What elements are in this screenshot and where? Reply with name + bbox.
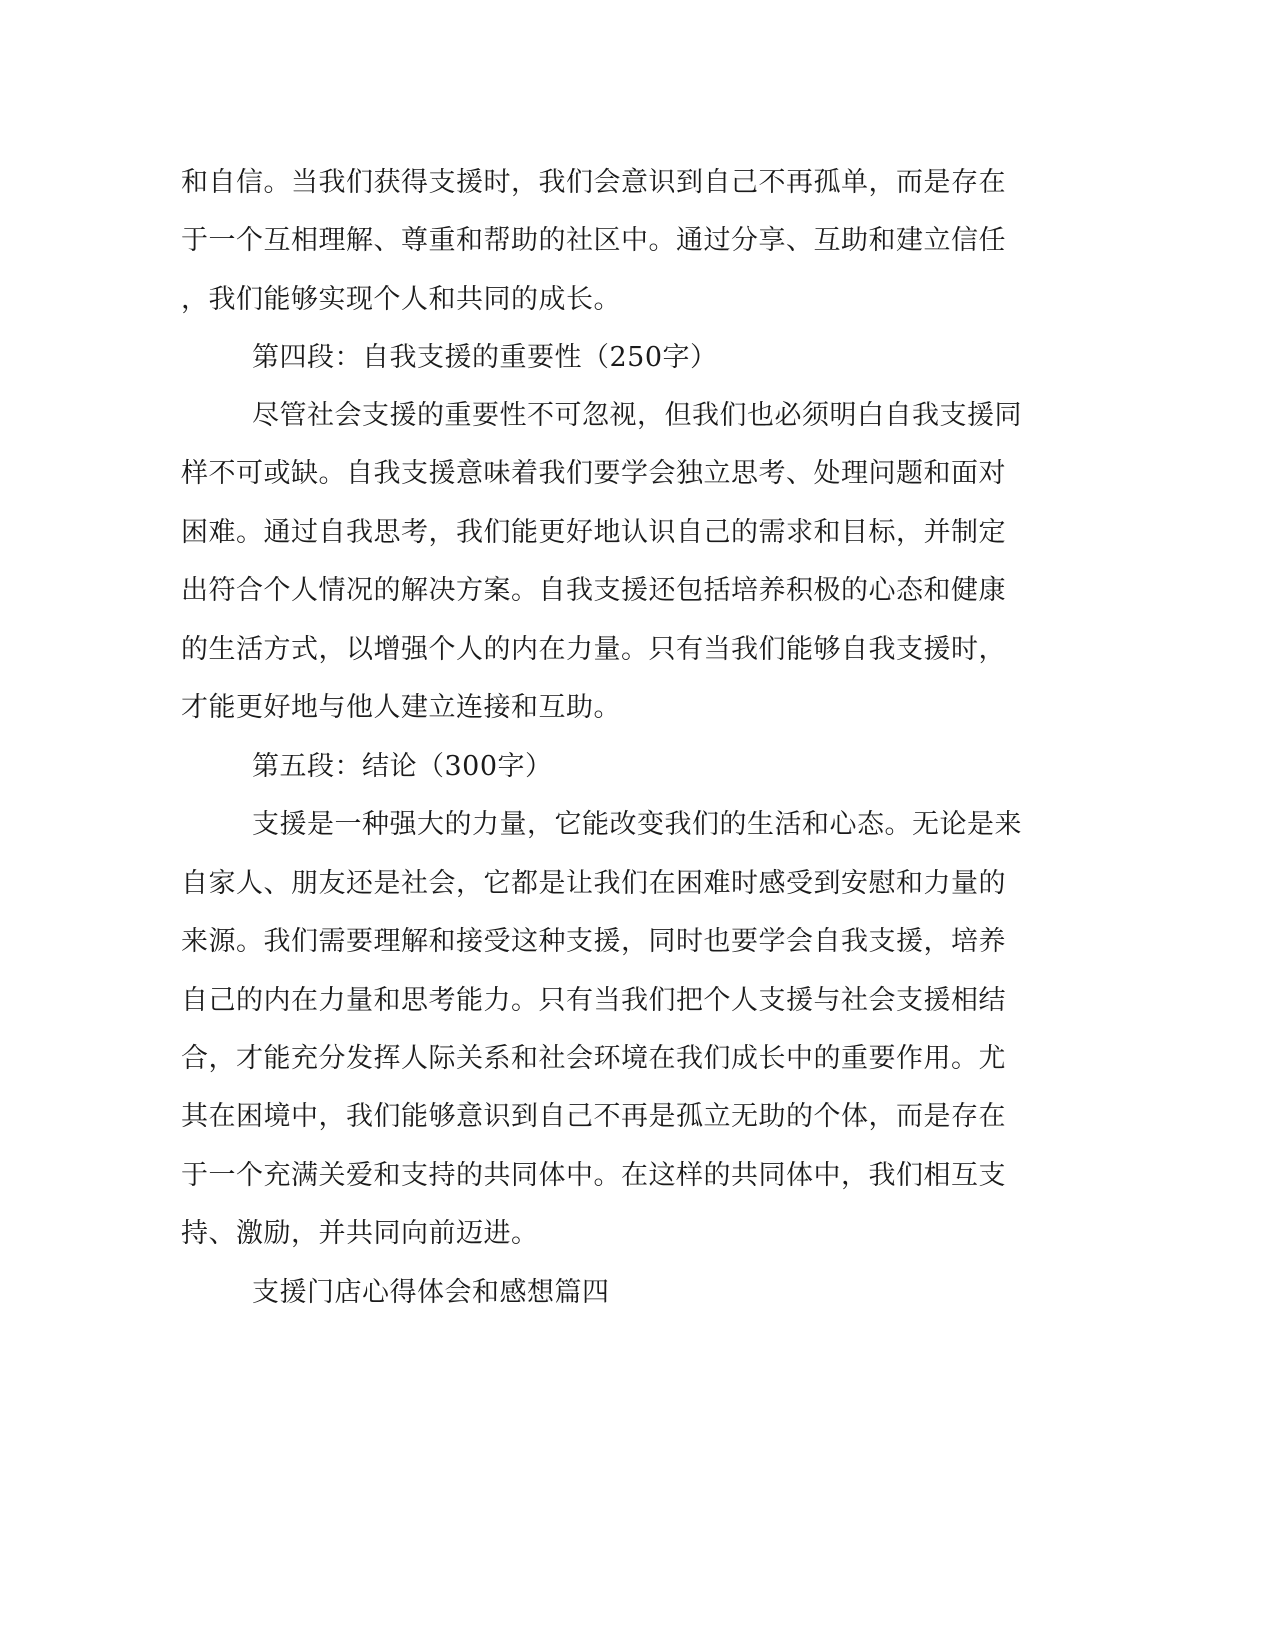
text-line: 支援是一种强大的力量，它能改变我们的生活和心态。无论是来 xyxy=(252,809,1022,840)
text-line: ，我们能够实现个人和共同的成长。 xyxy=(181,284,621,315)
text-line: 样不可或缺。自我支援意味着我们要学会独立思考、处理问题和面对 xyxy=(181,458,1006,489)
text-line: 其在困境中，我们能够意识到自己不再是孤立无助的个体，而是存在 xyxy=(181,1101,1006,1132)
text-line: 才能更好地与他人建立连接和互助。 xyxy=(181,692,621,723)
text-line: 困难。通过自我思考，我们能更好地认识自己的需求和目标，并制定 xyxy=(181,517,1006,548)
text-line: 自家人、朋友还是社会，它都是让我们在困难时感受到安慰和力量的 xyxy=(181,868,1006,899)
text-line: 于一个充满关爱和支持的共同体中。在这样的共同体中，我们相互支 xyxy=(181,1160,1006,1191)
text-line: 于一个互相理解、尊重和帮助的社区中。通过分享、互助和建立信任 xyxy=(181,225,1006,256)
text-line: 的生活方式，以增强个人的内在力量。只有当我们能够自我支援时， xyxy=(181,634,1006,665)
text-line: 出符合个人情况的解决方案。自我支援还包括培养积极的心态和健康 xyxy=(181,575,1006,606)
text-line: 合，才能充分发挥人际关系和社会环境在我们成长中的重要作用。尤 xyxy=(181,1043,1006,1074)
section-heading: 支援门店心得体会和感想篇四 xyxy=(252,1277,610,1308)
text-line: 持、激励，并共同向前迈进。 xyxy=(181,1218,539,1249)
section-heading: 第五段：结论（300字） xyxy=(252,751,553,782)
section-heading: 第四段：自我支援的重要性（250字） xyxy=(252,342,718,373)
text-line: 和自信。当我们获得支援时，我们会意识到自己不再孤单，而是存在 xyxy=(181,167,1006,198)
text-line: 尽管社会支援的重要性不可忽视，但我们也必须明白自我支援同 xyxy=(252,400,1022,431)
text-line: 来源。我们需要理解和接受这种支援，同时也要学会自我支援，培养 xyxy=(181,926,1006,957)
text-line: 自己的内在力量和思考能力。只有当我们把个人支援与社会支援相结 xyxy=(181,985,1006,1016)
